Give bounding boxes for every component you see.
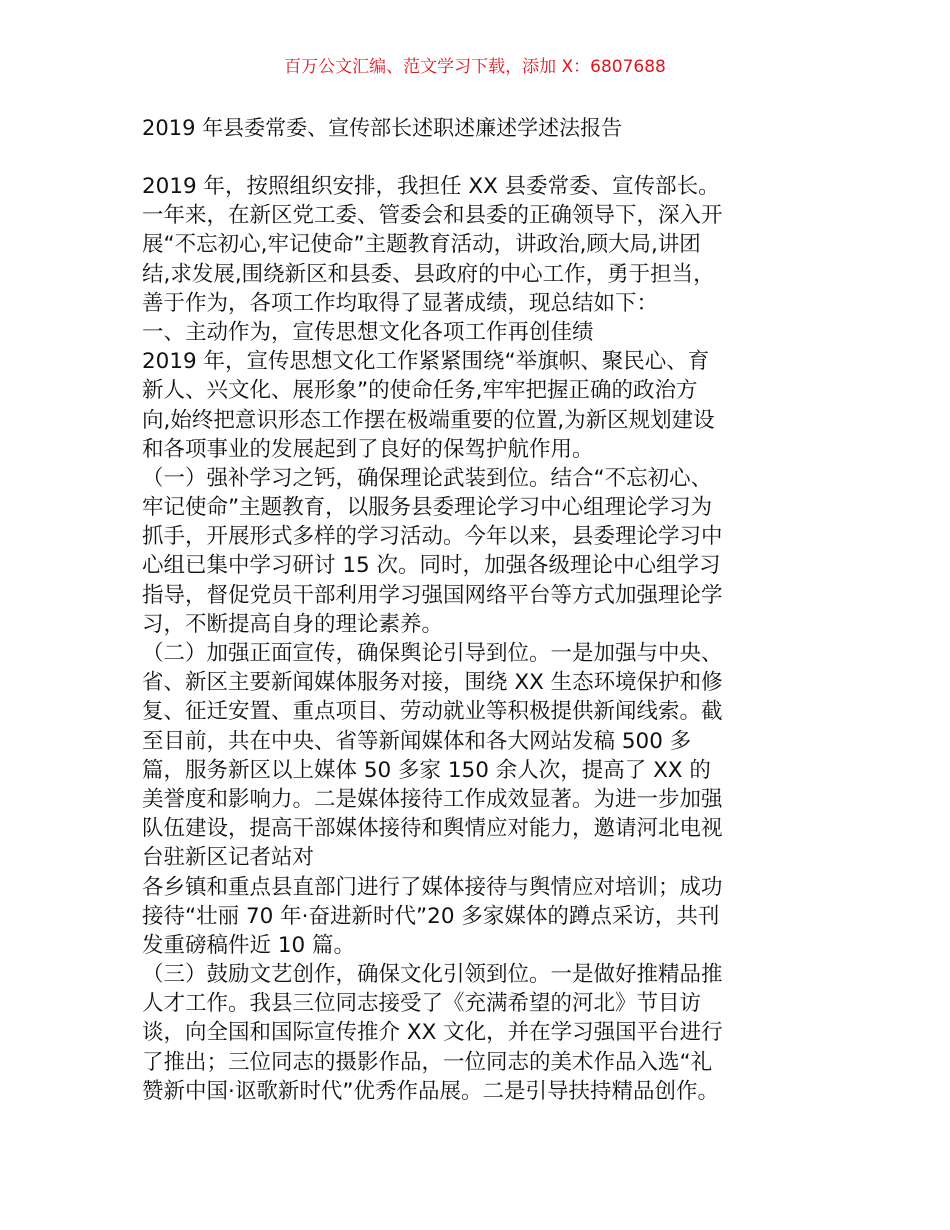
- text-line: 向,始终把意识形态工作摆在极端重要的位置,为新区规划建设: [142, 407, 715, 433]
- text-line: 展“不忘初心,牢记使命”主题教育活动，讲政治,顾大局,讲团: [142, 232, 701, 258]
- text-line: 台驻新区记者站对: [142, 845, 315, 871]
- text-line: 各乡镇和重点县直部门进行了媒体接待与舆情应对培训；成功: [142, 874, 723, 900]
- text-line: 2019 年，按照组织安排，我担任 XX 县委常委、宣传部长。: [142, 174, 720, 199]
- text-line: （二）加强正面宣传，确保舆论引导到位。一是加强与中央、: [142, 641, 723, 666]
- text-line: 心组已集中学习研讨 15 次。同时，加强各级理论中心组学习: [142, 553, 721, 579]
- text-line: 了推出；三位同志的摄影作品，一位同志的美术作品入选“礼: [142, 1049, 713, 1075]
- text-line: 至目前，共在中央、省等新闻媒体和各大网站发稿 500 多: [142, 728, 692, 754]
- text-line: 2019 年，宣传思想文化工作紧紧围绕“举旗帜、聚民心、育: [142, 349, 710, 375]
- watermark-header: 百万公文汇编、范文学习下载，添加 X：6807688: [284, 57, 666, 77]
- text-line: 队伍建设，提高干部媒体接待和舆情应对能力，邀请河北电视: [142, 816, 723, 842]
- text-line: 复、征迁安置、重点项目、劳动就业等积极提供新闻线索。截: [142, 699, 723, 725]
- document-body: [142, 172, 822, 1106]
- text-line: 发重磅稿件近 10 篇。: [142, 932, 356, 958]
- text-line: （一）强补学习之钙，确保理论武装到位。结合“不忘初心、: [142, 465, 713, 491]
- text-line: 赞新中国·讴歌新时代”优秀作品展。二是引导扶持精品创作。: [142, 1078, 719, 1104]
- text-line: 一、主动作为，宣传思想文化各项工作再创佳绩: [142, 319, 594, 345]
- document-title: 2019 年县委常委、宣传部长述职述廉述学述法报告: [142, 116, 623, 140]
- text-line: 习，不断提高自身的理论素养。: [142, 611, 444, 637]
- text-line: 抓手，开展形式多样的学习活动。今年以来，县委理论学习中: [142, 524, 723, 550]
- text-line: 新人、兴文化、展形象”的使命任务,牢牢把握正确的政治方: [142, 378, 698, 404]
- text-line: 指导，督促党员干部利用学习强国网络平台等方式加强理论学: [142, 582, 723, 608]
- text-line: 善于作为，各项工作均取得了显著成绩，现总结如下：: [142, 290, 659, 316]
- text-line: 美誉度和影响力。二是媒体接待工作成效显著。为进一步加强: [142, 786, 723, 812]
- text-line: （三）鼓励文艺创作，确保文化引领到位。一是做好推精品推: [142, 962, 723, 988]
- text-line: 人才工作。我县三位同志接受了《充满希望的河北》节目访: [142, 991, 702, 1017]
- text-line: 谈，向全国和国际宣传推介 XX 文化，并在学习强国平台进行: [142, 1020, 723, 1046]
- text-line: 篇，服务新区以上媒体 50 多家 150 余人次，提高了 XX 的: [142, 757, 711, 783]
- text-line: 一年来，在新区党工委、管委会和县委的正确领导下，深入开: [142, 203, 723, 229]
- text-line: 结,求发展,围绕新区和县委、县政府的中心工作，勇于担当，: [142, 261, 715, 287]
- text-line: 牢记使命”主题教育，以服务县委理论学习中心组理论学习为: [142, 495, 713, 521]
- text-line: 省、新区主要新闻媒体服务对接，围绕 XX 生态环境保护和修: [142, 670, 723, 696]
- text-line: 接待“壮丽 70 年·奋进新时代”20 多家媒体的蹲点采访，共刊: [142, 903, 720, 929]
- text-line: 和各项事业的发展起到了良好的保驾护航作用。: [142, 436, 594, 462]
